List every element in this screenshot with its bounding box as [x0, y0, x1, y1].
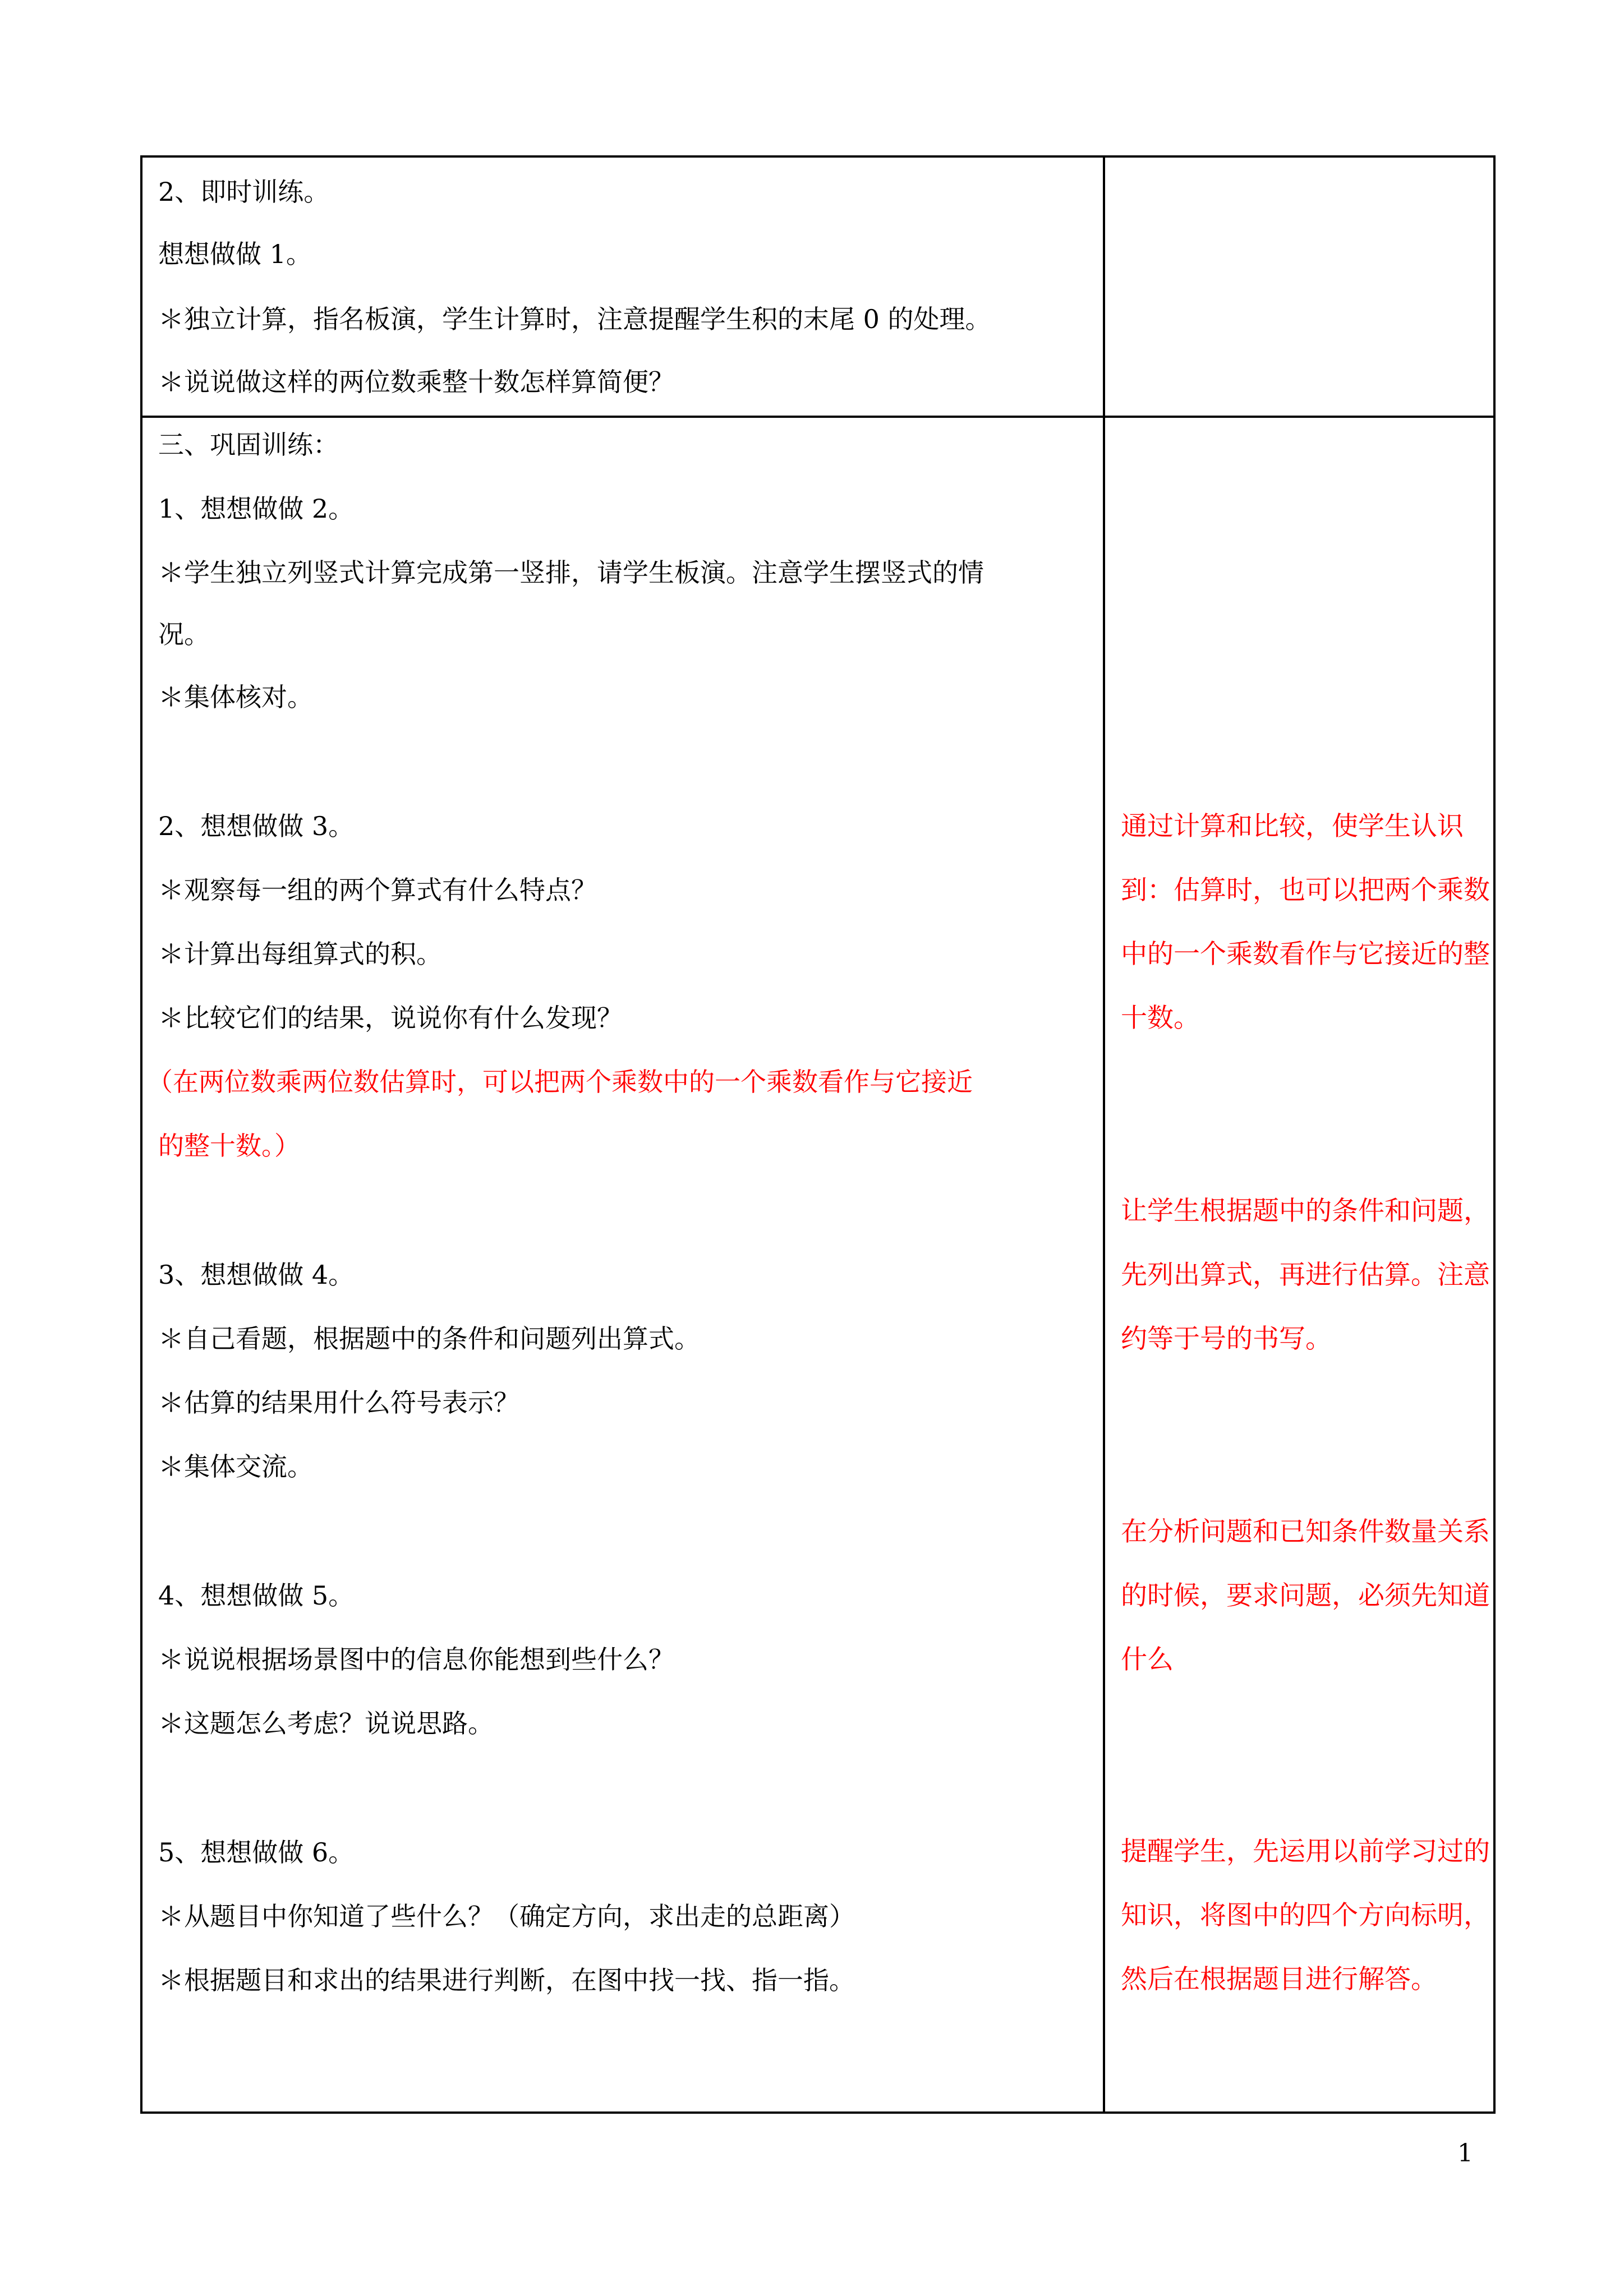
item-heading: 2、想想做做 3。	[158, 811, 355, 841]
text-line: ＊集体交流。	[158, 1451, 313, 1482]
text-line: ＊根据题目和求出的结果进行判断，在图中找一找、指一指。	[158, 1965, 855, 1995]
section-title: 三、巩固训练：	[158, 430, 339, 460]
text-line: ＊从题目中你知道了些什么？（确定方向，求出走的总距离）	[158, 1901, 855, 1931]
notes-cell	[1104, 417, 1494, 2113]
text-line: ＊这题怎么考虑？说说思路。	[158, 1708, 494, 1739]
text-line: ＊计算出每组算式的积。	[158, 939, 442, 969]
table-row	[141, 156, 1494, 417]
item-heading: 3、想想做做 4。	[158, 1260, 355, 1290]
teaching-note: 让学生根据题中的条件和问题，先列出算式，再进行估算。注意约等于号的书写。	[1121, 1196, 1490, 1354]
item-heading: 5、想想做做 6。	[158, 1837, 355, 1868]
text-line: ＊学生独立列竖式计算完成第一竖排，请学生板演。注意学生摆竖式的情	[158, 557, 984, 588]
text-line: ＊比较它们的结果，说说你有什么发现？	[158, 1003, 623, 1033]
item-heading: 4、想想做做 5。	[158, 1580, 355, 1611]
text-line: ＊说说根据场景图中的信息你能想到些什么？	[158, 1644, 674, 1675]
teaching-note: 提醒学生，先运用以前学习过的知识，将图中的四个方向标明，然后在根据题目进行解答。	[1121, 1836, 1490, 1995]
text-line: ＊自己看题，根据题中的条件和问题列出算式。	[158, 1324, 700, 1354]
conclusion-line: （在两位数乘两位数估算时，可以把两个乘数中的一个乘数看作与它接近	[147, 1067, 973, 1097]
table-row	[141, 417, 1494, 2113]
notes-cell	[1104, 156, 1494, 417]
text-line: 想想做做 1。	[158, 239, 312, 269]
item-heading: 1、想想做做 2。	[158, 494, 355, 524]
text-line: ＊独立计算，指名板演，学生计算时，注意提醒学生积的末尾 0 的处理。	[158, 304, 991, 334]
teaching-note: 通过计算和比较，使学生认识到：估算时，也可以把两个乘数中的一个乘数看作与它接近的整十数。	[1121, 811, 1490, 1034]
page-number: 1	[1457, 2139, 1473, 2168]
teaching-note: 在分析问题和已知条件数量关系的时候，要求问题，必须先知道什么	[1121, 1516, 1490, 1675]
lesson-plan-table	[140, 155, 1496, 2114]
procedure-cell	[141, 417, 1104, 2113]
conclusion-line: 的整十数。）	[158, 1131, 300, 1161]
text-line: ＊说说做这样的两位数乘整十数怎样算简便？	[158, 367, 674, 397]
text-line: 况。	[158, 619, 210, 649]
procedure-cell	[141, 156, 1104, 417]
text-line: 2、即时训练。	[158, 177, 330, 207]
text-line: ＊观察每一组的两个算式有什么特点？	[158, 875, 597, 905]
text-line: ＊集体核对。	[158, 682, 313, 712]
text-line: ＊估算的结果用什么符号表示？	[158, 1387, 519, 1418]
